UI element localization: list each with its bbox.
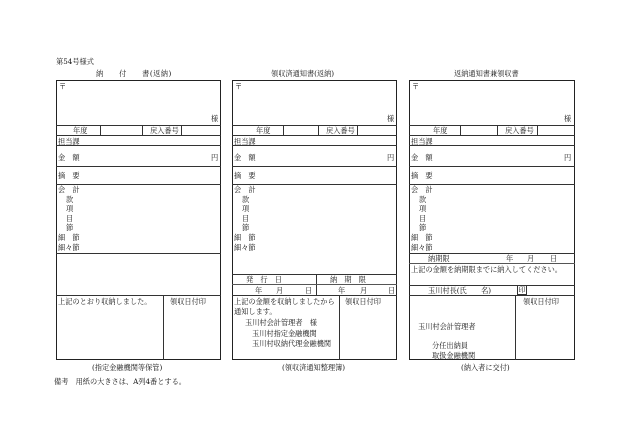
amount-label: 金 額 [234,153,256,162]
size-note: 備考 用紙の大きさは、A列4番とする。 [54,377,186,386]
yen-label: 円 [211,153,219,162]
postal-mark: 〒 [235,82,243,91]
column-title: 納 付 書(返納) [96,69,172,78]
form-number: 第54号様式 [56,57,94,66]
deadline-label: 納 期 限 [330,275,366,284]
nendo-label: 年度 [433,126,448,135]
amount-label: 金 額 [58,153,80,162]
recipient-bank: 玉川村指定金融機関 [252,329,317,338]
yen-label: 円 [387,153,395,162]
column-footer: (領収済通知整理簿) [282,363,346,372]
seal-mark: 印 [518,286,526,294]
tanto-label: 担当課 [411,137,433,146]
yen-label: 円 [564,153,572,162]
pay-instruction: 上記の金額を納期限までに納入してください。 [411,265,562,274]
sama-label: 様 [211,114,219,123]
stamp-label: 領収日付印 [170,297,206,306]
officer-cashier: 分任出納員 [432,341,468,350]
sama-label: 様 [564,114,572,123]
stamp-label: 領収日付印 [523,297,559,306]
sama-label: 様 [387,114,395,123]
tanto-label: 担当課 [234,137,256,146]
nendo-label: 年度 [256,126,271,135]
receipt-text: 上記のとおり収納しました。 [58,297,152,306]
tekiyo-label: 摘 要 [411,171,433,180]
tekiyo-label: 摘 要 [58,171,80,180]
mayor-name-label: 玉川村長(氏 名) [428,286,492,295]
column-footer: (納入者に交付) [461,363,510,372]
issue-date-label: 発 行 日 [246,275,282,284]
officer-bank: 取扱金融機関 [432,351,476,360]
amount-label: 金 額 [411,153,433,162]
tekiyo-label: 摘 要 [234,171,256,180]
subject-list: 会 計 款 項 目 節 細 節 細々節 [411,185,433,252]
stamp-label: 領収日付印 [345,297,381,306]
recipient-accountant: 玉川村会計管理者 様 [245,318,317,327]
column-title: 領収済通知書(返納) [271,69,335,78]
receipt-text: 上記の金額を収納しましたから通知します。 [234,297,335,316]
subject-list: 会 計 款 項 目 節 細 節 細々節 [58,185,80,252]
deadline-row-label: 納期限 [428,254,450,263]
postal-mark: 〒 [59,82,67,91]
nendo-label: 年度 [73,126,88,135]
kotei-number-label: 戻入番号 [505,126,534,135]
kotei-number-label: 戻入番号 [150,126,179,135]
recipient-agent-bank: 玉川村収納代理金融機関 [252,339,332,348]
postal-mark: 〒 [412,82,420,91]
column-footer: (指定金融機関等保管) [92,363,163,372]
tanto-label: 担当課 [58,137,80,146]
officer-accountant: 玉川村会計管理者 [418,322,476,331]
kotei-number-label: 戻入番号 [326,126,355,135]
column-title: 返納通知書兼領収書 [454,69,519,78]
subject-list: 会 計 款 項 目 節 細 節 細々節 [234,185,256,252]
